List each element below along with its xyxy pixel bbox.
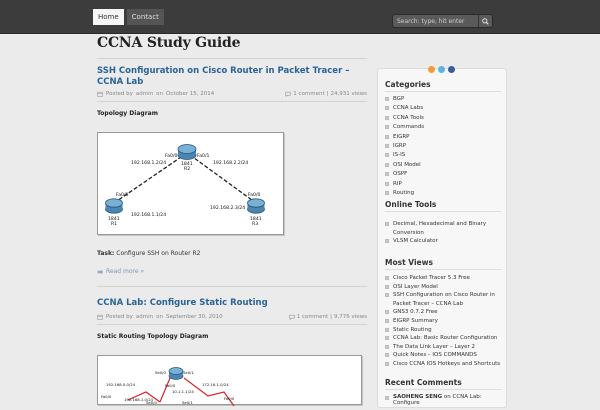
comments-link[interactable]: 1 comment — [293, 91, 325, 97]
router-r1-icon — [106, 199, 123, 213]
category-label[interactable]: RIP — [393, 180, 402, 187]
bullet-icon — [385, 239, 389, 243]
bullet-icon — [385, 396, 389, 400]
post-date: September 30, 2010 — [165, 314, 223, 320]
bullet-icon — [385, 163, 389, 167]
bullet-icon — [385, 153, 389, 157]
most-view-item[interactable] — [385, 308, 503, 317]
category-item[interactable] — [385, 170, 503, 179]
bullet-icon — [385, 172, 389, 176]
facebook-icon[interactable] — [448, 66, 455, 73]
most-views-underline — [385, 269, 501, 270]
r2-iface-right: Fa0/1 — [197, 154, 210, 159]
bullet-icon — [385, 106, 389, 110]
most-view-label[interactable]: Cisco Packet Tracer 5.3 Free — [393, 275, 470, 281]
category-item[interactable] — [385, 133, 503, 142]
router-center-icon — [169, 368, 183, 380]
bullet-icon — [385, 336, 389, 340]
r3-model: 1841 — [250, 217, 262, 222]
tool-label[interactable]: VLSM Calculator — [393, 238, 438, 245]
categories-heading: Categories — [385, 80, 431, 89]
most-view-label[interactable]: Static Routing — [393, 326, 432, 333]
recent-comment-item — [385, 394, 503, 406]
r3-ip: 192.168.2.3/24 — [210, 206, 246, 211]
r3-iface: Fa0/0 — [248, 193, 261, 198]
router-r3-icon — [248, 199, 265, 213]
task-text: Configure SSH on Router R2 — [114, 250, 201, 257]
category-label[interactable]: OSPF — [393, 171, 408, 178]
search-icon — [482, 18, 489, 25]
category-item[interactable] — [385, 95, 503, 104]
views-count: 9,776 views — [333, 314, 367, 320]
r2-iface-left: Fa0/0 — [165, 154, 178, 159]
most-view-label[interactable]: EIGRP Summary — [393, 317, 438, 324]
iface-d: Fa0/0 — [224, 396, 235, 401]
search-button[interactable] — [478, 15, 492, 27]
r2-ip-right: 192.168.2.2/24 — [213, 161, 249, 166]
most-view-item[interactable] — [385, 283, 503, 292]
nav-contact[interactable]: Contact — [127, 9, 164, 25]
calendar-icon — [97, 91, 103, 97]
most-view-item[interactable] — [385, 291, 503, 308]
most-view-label[interactable]: GNS3 0.7.2 Free — [393, 309, 438, 316]
bullet-icon — [385, 276, 389, 280]
bullet-icon — [385, 135, 389, 139]
post-meta-2 — [97, 313, 367, 323]
categories-underline — [385, 91, 501, 92]
meta-divider-2 — [97, 324, 367, 325]
category-item[interactable] — [385, 151, 503, 160]
r1-iface: Fa0/0 — [116, 193, 129, 198]
task-line — [97, 250, 200, 257]
tool-item[interactable] — [385, 237, 503, 246]
read-more-icon — [97, 269, 103, 275]
category-label[interactable]: Commands — [393, 124, 425, 131]
router-r2-icon — [178, 145, 196, 160]
category-label[interactable]: CCNA Labs — [393, 105, 424, 112]
tools-underline — [385, 211, 501, 212]
main-nav — [93, 9, 167, 25]
section-heading: Topology Diagram — [97, 110, 158, 117]
meta-sep: | — [326, 91, 329, 97]
iface-e: Se0/1 — [182, 400, 193, 405]
static-routing-diagram — [97, 355, 362, 405]
tool-item[interactable] — [385, 220, 503, 237]
search-input[interactable] — [393, 15, 479, 27]
r2-ip-left: 192.168.1.2/24 — [131, 161, 167, 166]
most-view-item[interactable] — [385, 334, 503, 343]
iface-top: Fa0/0 — [165, 383, 176, 388]
category-label[interactable]: IGRP — [393, 142, 407, 149]
most-view-label[interactable]: OSI Layer Model — [393, 283, 438, 290]
most-view-item[interactable] — [385, 360, 503, 369]
ip-left: 192.168.0.0/24 — [106, 382, 136, 387]
iface-f: Se0/0 — [146, 400, 157, 405]
r1-model: 1841 — [108, 217, 120, 222]
date-prefix: on — [156, 314, 163, 320]
category-label[interactable]: Routing — [393, 189, 415, 196]
comment-author[interactable]: SAOHENG SENG — [393, 394, 443, 400]
bullet-icon — [385, 116, 389, 120]
bullet-icon — [385, 293, 389, 297]
r1-ip: 192.168.1.1/24 — [131, 213, 167, 218]
tool-label[interactable]: Decimal, Hexadecimal and Binary Conversion — [393, 221, 487, 236]
iface-b: Se0/1 — [183, 370, 194, 375]
most-view-label[interactable]: SSH Configuration on Cisco Router in Packet Tracer – CCNA Lab — [393, 292, 495, 307]
top-bar — [0, 0, 600, 34]
iface-a: Se0/0 — [155, 370, 166, 375]
comments-link[interactable]: 1 comment — [296, 314, 329, 320]
category-item[interactable] — [385, 142, 503, 151]
post-title-2[interactable]: CCNA Lab: Configure Static Routing — [97, 298, 268, 308]
sidebar — [377, 68, 507, 408]
post-divider — [97, 286, 367, 287]
task-label: Task: — [97, 250, 115, 257]
category-label[interactable]: IS-IS — [393, 152, 406, 159]
comment-icon — [285, 91, 291, 97]
most-view-item[interactable] — [385, 351, 503, 360]
post-meta — [97, 90, 367, 100]
nav-home[interactable]: Home — [93, 9, 124, 25]
tools-list — [385, 220, 503, 246]
r3-name: R3 — [252, 222, 259, 227]
posted-by-label: Posted by — [106, 314, 133, 320]
post-date: October 15, 2014 — [165, 91, 215, 97]
ip-right: 172.16.1.0/24 — [202, 382, 229, 387]
categories-list — [385, 95, 503, 198]
twitter-icon[interactable] — [438, 66, 445, 73]
most-view-label[interactable]: The Data Link Layer – Layer 2 — [393, 343, 476, 350]
bullet-icon — [385, 285, 389, 289]
site-title[interactable]: CCNA Study Guide — [97, 35, 241, 51]
most-view-label[interactable]: CCNA Lab: Basic Router Configuration — [393, 335, 498, 342]
bullet-icon — [385, 222, 389, 226]
category-item[interactable] — [385, 114, 503, 123]
category-label[interactable]: EIGRP — [393, 133, 410, 140]
r1-name: R1 — [111, 222, 118, 227]
category-label[interactable]: BGP — [393, 96, 405, 102]
bullet-icon — [385, 144, 389, 148]
category-label[interactable]: CCNA Tools — [393, 114, 424, 121]
category-item[interactable] — [385, 180, 503, 189]
posted-by-label: Posted by — [106, 91, 133, 97]
topology-diagram — [97, 132, 284, 235]
category-item[interactable] — [385, 189, 503, 198]
most-view-item[interactable] — [385, 274, 503, 283]
iface-c: Fa0/0 — [101, 394, 112, 399]
bullet-icon — [385, 125, 389, 129]
read-more-link[interactable] — [97, 268, 144, 275]
r2-name: R2 — [184, 167, 191, 172]
category-item[interactable] — [385, 161, 503, 170]
bullet-icon — [385, 319, 389, 323]
ip-mid: 192.168.1.0/24 — [124, 397, 154, 402]
bullet-icon — [385, 97, 389, 101]
search-box — [392, 14, 493, 28]
most-view-item[interactable] — [385, 317, 503, 326]
static-routing-svg — [98, 356, 363, 406]
category-item[interactable] — [385, 104, 503, 113]
bullet-icon — [385, 353, 389, 357]
rss-icon[interactable] — [428, 66, 435, 73]
author-link[interactable]: admin — [135, 314, 154, 320]
post-title[interactable]: SSH Configuration on Cisco Router in Packet Tracer – CCNA Lab — [97, 66, 350, 87]
bullet-icon — [385, 328, 389, 332]
most-view-label[interactable]: Quick Notes – IOS COMMANDS — [393, 352, 477, 359]
most-view-item[interactable] — [385, 343, 503, 352]
author-link[interactable]: admin — [135, 91, 154, 97]
social-icons — [428, 66, 455, 73]
section-heading-2: Static Routing Topology Diagram — [97, 333, 209, 340]
bullet-icon — [385, 310, 389, 314]
topology-svg — [98, 133, 285, 236]
calendar-icon — [97, 314, 103, 320]
most-view-label[interactable]: Cisco CCNA IOS Hotkeys and Shortcuts — [393, 360, 501, 367]
views-count: 24,931 views — [330, 91, 367, 97]
comment-on: on — [443, 394, 451, 400]
r2-model: 1841 — [181, 162, 193, 167]
most-views-heading: Most Views — [385, 258, 433, 267]
bullet-icon — [385, 362, 389, 366]
most-views-list — [385, 274, 503, 369]
recent-comments-heading: Recent Comments — [385, 378, 462, 387]
read-more-label[interactable]: Read more » — [106, 268, 145, 275]
category-item[interactable] — [385, 123, 503, 132]
meta-divider — [97, 101, 367, 102]
online-tools-heading: Online Tools — [385, 200, 437, 209]
bullet-icon — [385, 191, 389, 195]
ip-top: 10.1.1.1/24 — [172, 389, 194, 394]
bullet-icon — [385, 182, 389, 186]
recent-comments-underline — [385, 389, 501, 390]
category-label[interactable]: OSI Model — [393, 161, 421, 168]
comment-post-link[interactable]: CCNA Lab: Configure — [393, 394, 482, 406]
date-prefix: on — [156, 91, 163, 97]
bullet-icon — [385, 345, 389, 349]
header-divider — [97, 58, 367, 59]
comment-icon — [289, 314, 295, 320]
most-view-item[interactable] — [385, 326, 503, 335]
meta-sep: | — [330, 314, 332, 320]
